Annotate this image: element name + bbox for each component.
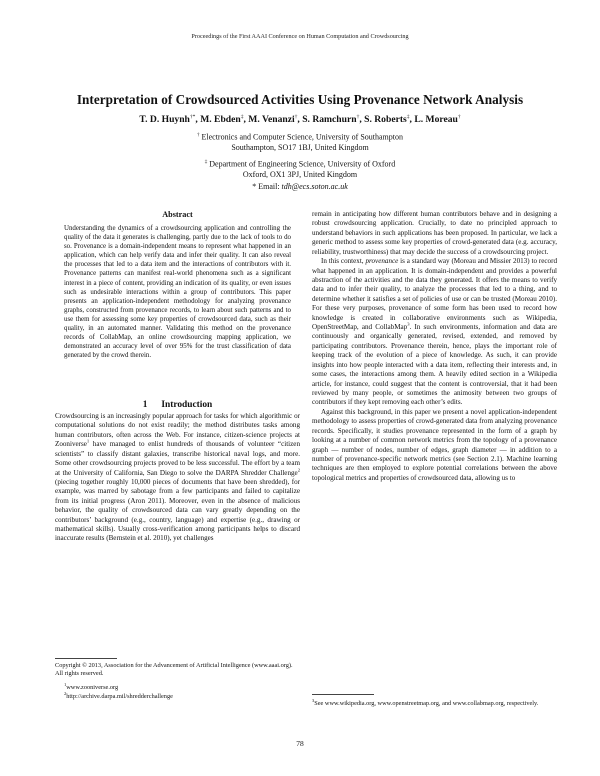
footnote-ref[interactable]: 3 [407,321,410,327]
email-address[interactable]: tdh@ecs.soton.ac.uk [281,182,348,191]
author: S. Roberts [364,114,407,126]
running-head: Proceedings of the First AAAI Conference on Human Computation and Crowdsourcing [191,33,409,40]
affiliation-oxford [40,158,560,180]
footnote-mark: 1 [64,682,67,687]
text-part: is a standard way (Moreau and Missier 2013) to record what happened in an application. It is domain-independent and provides a powerful abstraction of the activities and the data they generated. It offers the means to verify data and to infer their quality, to analyze the processes that led to a thing, and to determine whether it satisfies a set of policies of use or can be trusted (Moreau 2010). For these very purposes, provenance of some form has been used to record how knowledge is created in collaborative environments such as Wikipedia, OpenStreetMap, and CollabMap [312,257,557,332]
affiliation-southampton [40,131,560,153]
paper-title: Interpretation of Crowdsourced Activities Using Provenance Network Analysis [76,92,524,107]
affiliation-line: Oxford, OX1 3PJ, United Kingdom [242,169,358,179]
author-mark: † [294,114,298,120]
author-mark: ‡ [406,114,410,120]
page-number: 78 [296,739,304,748]
author: S. Ramchurn [302,114,357,126]
footnote-link[interactable]: www.zooniverse.org [66,684,119,692]
email-label: * Email: [252,182,280,191]
intro-text-part: have managed to enlist hundreds of thousands of volunteer “citizen scientists” to classify distant galaxies, transcribe historical naval logs, and more. Some other crowdsourcing projects proved to be less successful. The effort by a team at the University of California, San Diego to solve the DARPA Shredder Challenge [55,440,300,477]
affiliation-line: Electronics and Computer Science, University of Southampton [201,132,403,142]
footnote-rule [55,658,117,659]
paragraph: Against this background, in this paper we present a novel application-independent methodology to assess properties of crowd-generated data from analyzing provenance records. Specifically, it studies provenance represented in the form of a graph by looking at a number of common network metrics from the topology of a provenance graph — number of nodes, number of edges, graph diameter — in addition to a number of provenance-specific network metrics (see Section 2.1). Machine learning techniques are then employed to explore potential correlations between the above topological metrics and properties of crowdsourced data, allowing us to [312,407,557,482]
intro-paragraph [55,412,300,544]
intro-text-part: (piecing together roughly 10,000 pieces of documents that have been shredded), for example, was marred by sabotage from a few participants and failed to capitalize from its initial progress (Aron 2011). Moreover, even in the absence of malicious behavior, the quality of crowdsourced data can vary greatly depending on the contributors’ background (e.g., country, language) and expertise (e.g., drawing or mathematical skills). Usually cross-verification among participants helps to discard inaccurate results (Bernstein et al. 2010), yet challenges [55,477,300,543]
affiliation-line: Department of Engineering Science, University of Oxford [209,159,396,169]
footnote-mark: 2 [64,691,67,696]
author-mark: † [457,114,461,120]
author: L. Moreau [414,114,458,126]
footnote-ref[interactable]: 1 [86,438,90,444]
text-part: In this context, [321,257,366,266]
section-heading-introduction [55,400,300,410]
footnote-text: See www.wikipedia.org, www.openstreetmap.org, and www.collabmap.org, respectively. [314,700,539,708]
footnote-ref[interactable]: 2 [297,467,300,473]
affiliation-line: Southampton, SO17 1BJ, United Kingdom [231,142,369,152]
emphasized-term: provenance [365,257,399,266]
text-part: . In such environments, information and data are continuously and organically generated, revised, extended, and removed by participating contributors. Provenance therein, hence, plays the important role of keeping track of the evolution of a piece of knowledge. As such, it can provide insights into how people interacted with a data item, reflecting their interests and, in some cases, the interactions among them. A heavily edited section in a Wikipedia article, for instance, could suggest that the content is controversial, that it had been reviewed by many people, or sometimes the animosity between two groups of contributors if they kept removing each other’s edits. [312,323,557,407]
intro-text-part: Crowdsourcing is an increasingly popular approach for tasks for which algorithmic or computational solutions do not exist readily; the method distributes tasks among human contributors, often across the Web. For instance, citizen-science projects at Zooniverse [55,412,300,449]
paragraph: remain in anticipating how different human contributors behave and in designing a robust crowdsourcing application. Crucially, to date no principled approach to understand behaviors in such applications has been proposed. In particular, we lack a generic method to assess some key properties of crowd-generated data (e.g. accuracy, reliability, trustworthiness) that may decide the success of a crowdsourcing project. [312,210,557,256]
footnote-mark: 3 [312,698,315,703]
footnote-link[interactable]: http://archive.darpa.mil/shredderchallenge [66,693,173,701]
abstract [55,210,300,360]
affiliation-mark: † [196,133,200,138]
section-number: 1 [142,400,148,410]
paragraph [312,257,557,408]
author: M. Ebden [200,114,241,126]
right-column [312,210,557,483]
author: T. D. Huynh [139,114,190,126]
affiliation-mark: ‡ [204,160,208,165]
author-mark: † [356,114,360,120]
footnote-2 [64,690,300,701]
abstract-text: Understanding the dynamics of a crowdsourcing application and controlling the quality of the data it generates is challenging, partly due to the lack of tools to do so. Provenance is a domain-independent means to represent what happened in an application, which can help verify data and infer their quality. It can also reveal the processes that led to a data item and the interactions of contributors with it. Provenance patterns can manifest real-world phenomena such as a significant interest in a piece of content, providing an indication of its quality, or even issues such as undesirable interactions within a group of contributors. This paper presents an application-independent methodology for analyzing provenance graphs, constructed from provenance records, to learn about such patterns and to use them for assessing some key properties of crowdsourced data, such as their quality, in an automated manner. Validating this method on the provenance records of CollabMap, an online crowdsourcing mapping application, we demonstrated an accuracy level of over 95% for the trust classification of data generated by the crowd therein. [64,225,291,360]
author-list: T. D. Huynh†*, M. Ebden‡, M. Venanzi†, S. Ramchurn†, S. Roberts‡, L. Moreau† [139,114,461,126]
footnote-3 [312,697,557,708]
copyright-notice: Copyright © 2013, Association for the Advancement of Artificial Intelligence (www.aaai.org). All rights reserved. [55,662,293,677]
section-title: Introduction [161,400,213,410]
footnote-rule [312,694,374,695]
author-mark: ‡ [240,114,244,120]
abstract-heading: Abstract [162,210,193,219]
contact-email [40,182,560,191]
author-mark: †* [189,114,196,120]
author: M. Venanzi [248,114,295,126]
